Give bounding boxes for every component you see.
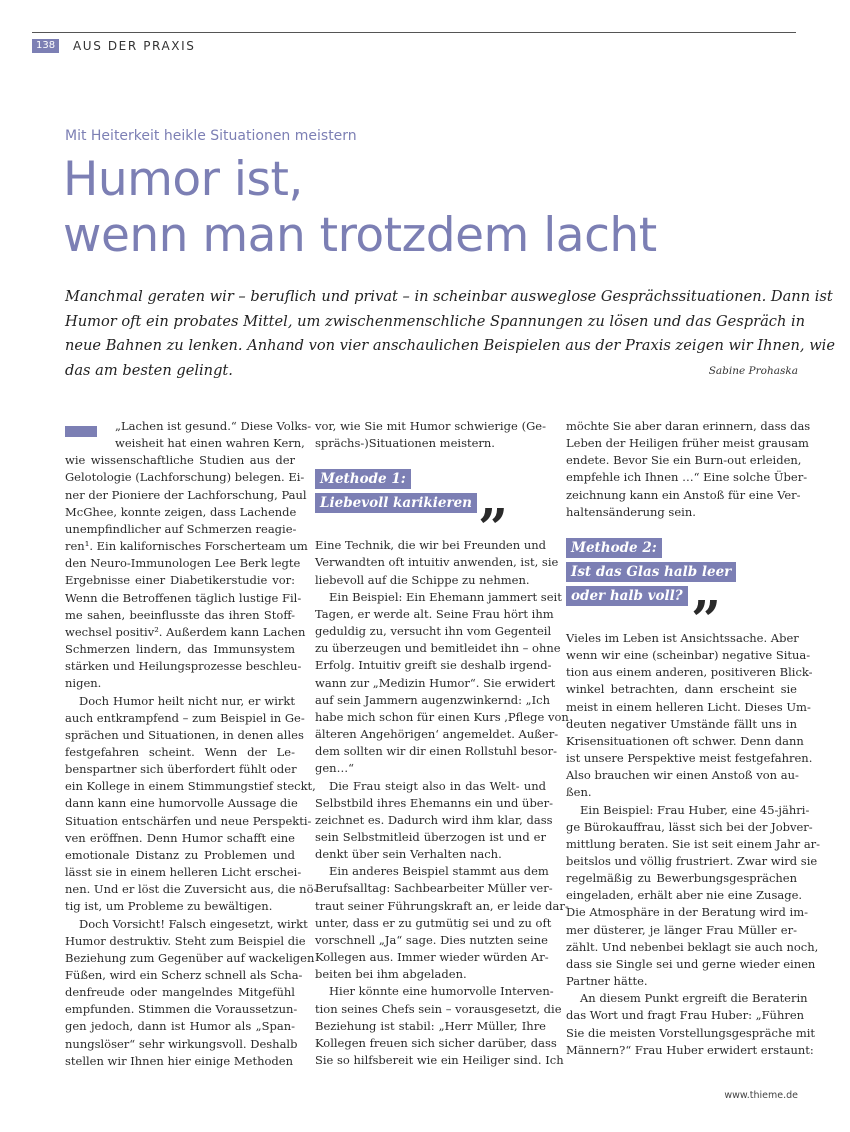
text-line: Kollegen freuen sich sicher darüber, dass <box>315 1035 557 1050</box>
text-line: Gelotologie (Lachforschung) belegen. Ei- <box>65 470 305 485</box>
text-line: gen jedoch, dann ist Humor als „Span- <box>65 1019 295 1034</box>
text-line: Berufsalltag: Sachbearbeiter Müller ver- <box>315 881 553 896</box>
text-line: mer düsterer, je länger Frau Müller er- <box>566 922 797 937</box>
text-line: McGhee, konnte zeigen, dass Lachende <box>65 504 297 519</box>
text-line: Situation entschärfen und neue Perspekti- <box>65 813 312 828</box>
text-line: ßen. <box>566 785 592 800</box>
text-line: Füßen, wird ein Scherz schnell als Scha- <box>65 968 303 982</box>
text-line: auch entkrampfend – zum Beispiel in Ge- <box>65 710 305 725</box>
text-line: festgefahren scheint. Wenn der Le- <box>65 744 295 759</box>
text-line: Ein Beispiel: Frau Huber, eine 45-jähri- <box>580 802 810 817</box>
text-line: beiten bei ihm abgeladen. <box>315 967 467 982</box>
text-column-3 <box>566 418 821 1059</box>
text-line: unter, dass er zu gutmütig sei und zu oft <box>315 915 552 930</box>
lead-line: das am besten gelingt. <box>65 361 233 379</box>
text-line: ner der Pioniere der Lachforschung, Paul <box>65 487 307 502</box>
text-line: dann kann eine humorvolle Aussage die <box>65 796 298 811</box>
lead-line: Manchmal geraten wir – beruflich und privat – in scheinbar ausweglose Gesprächssituationen. Dann ist <box>65 288 833 305</box>
column-3-body <box>566 630 821 1059</box>
section-label: AUS DER PRAXIS <box>73 39 196 53</box>
method-heading-line: Liebevoll karikieren <box>315 493 477 513</box>
method-heading-line: Ist das Glas halb leer <box>566 562 736 582</box>
text-line: nen. Und er löst die Zuversicht aus, die nö- <box>65 882 318 897</box>
text-line: wenn wir eine (scheinbar) negative Situa- <box>566 648 811 663</box>
text-line: winkel betrachten, dann erscheint sie <box>566 682 797 697</box>
footer-url: www.thieme.de <box>724 1090 798 1101</box>
text-line: Hier könnte eine humorvolle Interven- <box>329 984 554 999</box>
text-line: Ein anderes Beispiel stammt aus dem <box>329 864 549 879</box>
text-line: Eine Technik, die wir bei Freunden und <box>315 538 546 553</box>
text-line: sprächs-)Situationen meistern. <box>315 436 495 451</box>
article-author: Sabine Prohaska <box>708 365 798 377</box>
text-line: Die Atmosphäre in der Beratung wird im- <box>566 905 809 920</box>
text-column-1 <box>65 418 318 1070</box>
text-line: Krisensituationen oft schwer. Denn dann <box>566 733 804 748</box>
text-line: möchte Sie aber daran erinnern, dass das <box>566 419 811 433</box>
text-line: ein Kollege in einem Stimmungstief steckt, <box>65 779 316 794</box>
method-heading-line: Methode 1: <box>315 469 411 489</box>
text-line: Tagen, er werde alt. Seine Frau hört ihm <box>315 606 554 621</box>
method-heading-line: oder halb voll? <box>566 586 688 606</box>
text-line: Verwandten oft intuitiv anwenden, ist, sie <box>315 555 559 570</box>
text-line: Leben der Heiligen früher meist grausam <box>566 436 809 451</box>
text-line: mittlung beraten. Sie ist seit einem Jahr ar- <box>566 836 821 851</box>
method-1-heading <box>315 468 546 530</box>
title-line: Humor ist, <box>63 152 303 207</box>
text-line: Vieles im Leben ist Ansichtssache. Aber <box>566 630 799 645</box>
text-line: auf sein Jammern augenzwinkernd: „Ich <box>315 692 551 707</box>
text-line: tion seines Chefs sein – vorausgesetzt, die <box>315 1001 562 1016</box>
text-line: me sahen, beeinflusste das ihren Stoff- <box>65 607 295 622</box>
text-line: Partner hätte. <box>566 974 648 989</box>
text-line: ist unsere Perspektive meist festgefahren. <box>566 751 813 766</box>
text-line: das Wort und fragt Frau Huber: „Führen <box>566 1008 805 1023</box>
text-line: nigen. <box>65 676 102 691</box>
text-line: dem sollten wir dir einen Rollstuhl besor- <box>315 744 558 759</box>
column-2-body <box>315 537 569 1069</box>
article-lead <box>65 285 835 383</box>
text-line: Sie so hilfsbereit wie ein Heiliger sind. Ich <box>315 1053 564 1067</box>
text-line: deuten negativer Umstände fällt uns in <box>566 716 797 731</box>
quote-mark-icon: „ <box>479 468 509 530</box>
article-kicker: Mit Heiterkeit heikle Situationen meistern <box>65 128 357 144</box>
text-line: unempfindlicher auf Schmerzen reagie- <box>65 521 297 536</box>
text-line: regelmäßig zu Bewerbungsgesprächen <box>566 871 797 886</box>
header-rule <box>32 32 796 33</box>
text-line: ge Bürokauffrau, lässt sich bei der Jobver- <box>566 819 813 834</box>
text-line: sprächen und Situationen, in denen alles <box>65 727 304 742</box>
text-line: lässt sie in einem helleren Licht erschei- <box>65 865 302 880</box>
text-line: tig ist, um Probleme zu bewältigen. <box>65 899 273 914</box>
text-column-2 <box>315 418 569 1069</box>
lead-marker <box>65 426 97 437</box>
text-line: wann zur „Medizin Humor“. Sie erwidert <box>315 675 556 690</box>
text-line: denfreude oder mangelndes Mitgefühl <box>65 985 295 1000</box>
lead-line: Humor oft ein probates Mittel, um zwischenmenschliche Spannungen zu lösen und das Gespräch in <box>65 312 806 330</box>
text-line: meist in einem helleren Licht. Dieses Um- <box>566 699 811 714</box>
text-line: liebevoll auf die Schippe zu nehmen. <box>315 572 530 587</box>
column-3-intro <box>566 418 811 521</box>
text-line: Wenn die Betroffenen täglich lustige Fil- <box>65 590 302 605</box>
text-line: Doch Humor heilt nicht nur, er wirkt <box>79 693 295 708</box>
method-heading-line: Methode 2: <box>566 538 662 558</box>
text-line: Ergebnisse einer Diabetikerstudie vor: <box>65 573 295 588</box>
text-line: Humor destruktiv. Steht zum Beispiel die <box>65 933 306 948</box>
text-line: vorschnell „Ja“ sage. Dies nutzten seine <box>315 932 548 947</box>
text-line: älteren Angehörigen‘ angemeldet. Außer- <box>315 727 559 742</box>
text-line: zu überzeugen und bemitleidet ihn – ohne <box>315 641 561 656</box>
text-line: Also brauchen wir einen Anstoß von au- <box>566 768 799 783</box>
text-line: nungslöser“ sehr wirkungsvoll. Deshalb <box>65 1036 298 1051</box>
title-line: wenn man trotzdem lacht <box>63 208 657 263</box>
column-1-body <box>65 418 318 1070</box>
text-line: geduldig zu, versucht ihn vom Gegenteil <box>315 624 552 639</box>
text-line: emotionale Distanz zu Problemen und <box>65 847 295 862</box>
text-line: Männern?“ Frau Huber erwidert erstaunt: <box>566 1042 814 1057</box>
text-line: „Lachen ist gesund.“ Diese Volks- <box>115 419 312 433</box>
text-line: stärken und Heilungsprozesse beschleu- <box>65 659 302 674</box>
text-line: Selbstbild ihres Ehemanns ein und über- <box>315 795 553 810</box>
text-line: denkt über sein Verhalten nach. <box>315 847 502 862</box>
text-line: An diesem Punkt ergreift die Beraterin <box>580 991 808 1006</box>
page-number: 138 <box>32 39 59 53</box>
text-line: Die Frau steigt also in das Welt- und <box>329 778 546 793</box>
text-line: Erfolg. Intuitiv greift sie deshalb irgend- <box>315 658 552 673</box>
text-line: zählt. Und nebenbei beklagt sie auch noch, <box>566 939 819 954</box>
text-line: dass sie Single sei und gerne wieder einen <box>566 956 816 971</box>
text-line: zeichnet es. Dadurch wird ihm klar, dass <box>315 812 553 827</box>
text-line: ven eröffnen. Denn Humor schafft eine <box>65 830 295 845</box>
text-line: wie wissenschaftliche Studien aus der <box>65 453 295 468</box>
text-line: Sie die meisten Vorstellungsgespräche mit <box>566 1025 816 1040</box>
text-line: traut seiner Führungskraft an, er leide dar- <box>315 898 569 913</box>
column-2-intro <box>315 418 546 452</box>
text-line: empfehle ich Ihnen …“ Eine solche Über- <box>566 470 808 485</box>
text-line: zeichnung kann ein Anstoß für eine Ver- <box>566 487 801 502</box>
text-line: habe mich schon für einen Kurs ,Pflege von <box>315 709 569 724</box>
text-line: vor, wie Sie mit Humor schwierige (Ge- <box>315 419 546 433</box>
lead-line: neue Bahnen zu lenken. Anhand von vier anschaulichen Beispielen aus der Praxis zeigen wir Ihnen, wie <box>65 337 835 354</box>
method-2-heading <box>566 538 797 621</box>
text-line: benspartner sich überfordert fühlt oder <box>65 762 297 777</box>
text-line: sein Selbstmitleid überzogen ist und er <box>315 829 546 844</box>
text-line: wechsel positiv². Außerdem kann Lachen <box>65 624 306 639</box>
text-line: Kollegen aus. Immer wieder würden Ar- <box>315 950 549 965</box>
text-line: beitslos und völlig frustriert. Zwar wird sie <box>566 853 818 868</box>
text-line: weisheit hat einen wahren Kern, <box>115 436 305 451</box>
text-line: Beziehung zum Gegenüber auf wackeligen <box>65 950 315 965</box>
text-line: ren¹. Ein kalifornisches Forscherteam um <box>65 539 308 554</box>
text-line: empfunden. Stimmen die Voraussetzun- <box>65 1002 298 1017</box>
text-line: tion aus einem anderen, positiveren Blick- <box>566 665 813 680</box>
text-line: Beziehung ist stabil: „Herr Müller, Ihre <box>315 1018 546 1033</box>
text-line: eingeladen, erhält aber nie eine Zusage. <box>566 888 803 903</box>
text-line: Doch Vorsicht! Falsch eingesetzt, wirkt <box>79 916 308 931</box>
article-title <box>63 152 657 264</box>
text-line: gen…“ <box>315 761 354 776</box>
text-line: den Neuro-Immunologen Lee Berk legte <box>65 556 301 571</box>
text-line: Ein Beispiel: Ein Ehemann jammert seit <box>329 589 562 604</box>
quote-mark-icon: „ <box>692 559 722 621</box>
text-line: Schmerzen lindern, das Immunsystem <box>65 642 295 657</box>
text-line: haltensänderung sein. <box>566 504 696 519</box>
text-line: endete. Bevor Sie ein Burn-out erleiden, <box>566 453 802 468</box>
text-line: stellen wir Ihnen hier einige Methoden <box>65 1053 293 1068</box>
